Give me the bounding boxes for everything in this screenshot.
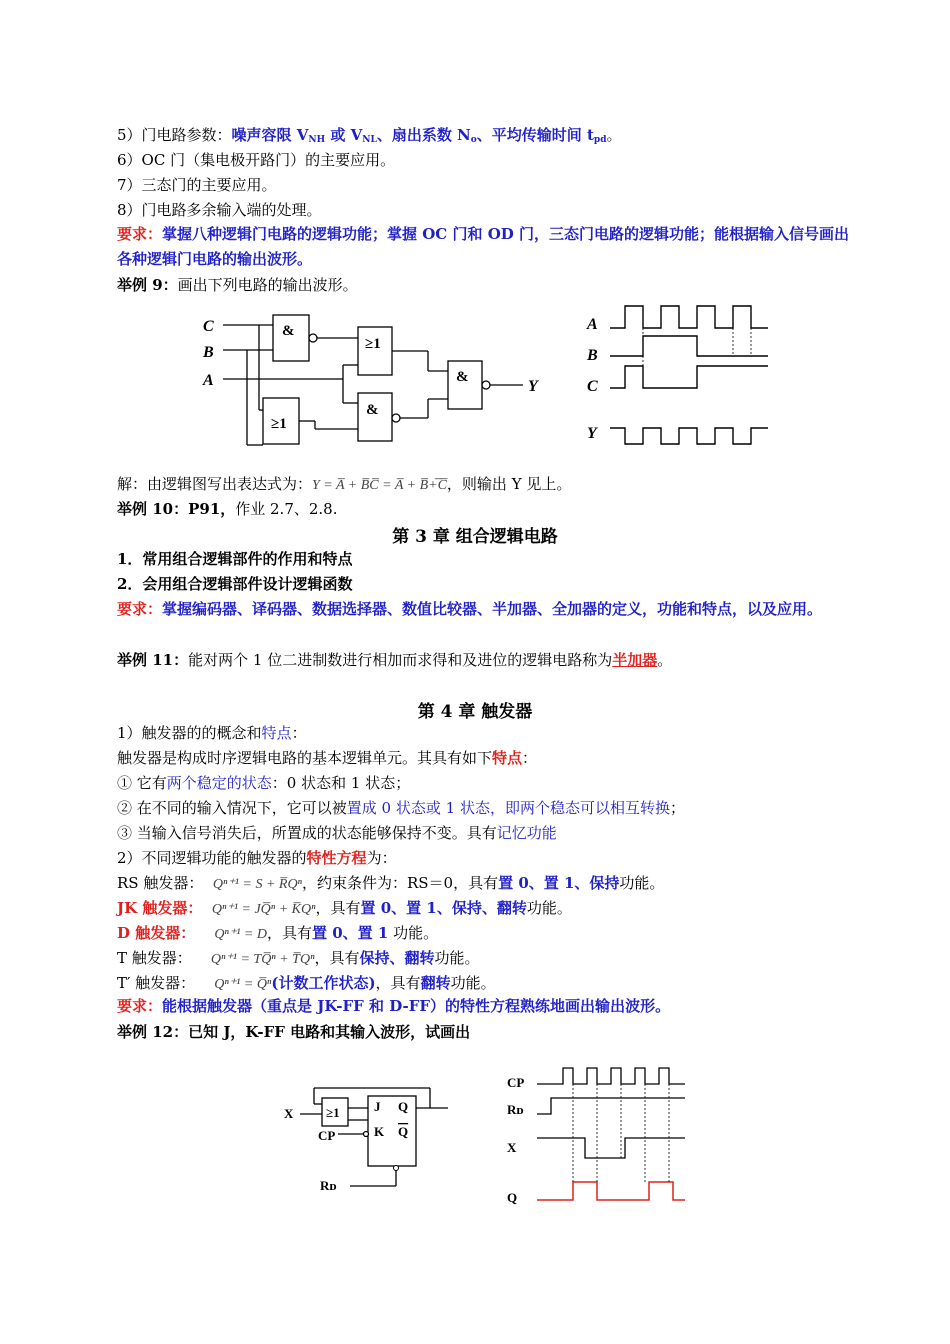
tp-formula: Qⁿ⁺¹ = Q̅ⁿ	[214, 977, 272, 992]
ff-pin-j: J	[374, 1099, 381, 1114]
example-11-end: 。	[657, 651, 673, 669]
solution-suffix: ，则输出 Y 见上。	[446, 475, 572, 493]
ch4-requirement	[117, 996, 670, 1016]
rs-text: ，约束条件为：RS＝0，具有	[301, 874, 499, 892]
solution-formula: Y = A̅ + B̅C̅ = A̅ + B̅+̅C̅	[312, 478, 447, 493]
jk-input-cp: CP	[318, 1128, 336, 1143]
rs-label: RS 触发器：	[117, 874, 204, 892]
ch4-l2-a: 触发器是构成时序逻辑电路的基本逻辑单元。其具有如下	[117, 749, 493, 767]
circuit-input-a: A	[203, 372, 214, 389]
or-text: 或 V	[325, 126, 363, 144]
ch4-line-3	[117, 773, 410, 793]
ch4-l4-a: ② 在不同的输入情况下，它可以被	[117, 799, 347, 817]
wave-label-a: A	[587, 316, 598, 333]
item-8: 8）门电路多余输入端的处理。	[117, 201, 322, 219]
wave-a	[610, 306, 768, 328]
item-5-bold	[232, 126, 607, 144]
solution-prefix: 解：由逻辑图写出表达式为：	[117, 475, 313, 493]
ch4-l4-c: ；	[669, 799, 685, 817]
jk-input-x: X	[284, 1106, 294, 1121]
example-10	[117, 499, 338, 519]
inversion-bubble-3	[482, 381, 490, 389]
logic-circuit-diagram	[195, 305, 555, 455]
ch4-l1-b: 特点	[261, 724, 292, 742]
fanout-sub: o	[470, 135, 477, 145]
chapter-3-point-1: 1．常用组合逻辑部件的作用和特点	[117, 550, 353, 568]
t-prime-ff-line	[117, 973, 496, 995]
ch4-line-6	[117, 848, 397, 868]
wave-y	[610, 428, 768, 444]
ch4-l5-a: ③ 当输入信号消失后，所置成的状态能够保持不变。具有	[117, 824, 497, 842]
rs-ff-line	[117, 873, 664, 895]
example-11-label: 举例 11：	[117, 651, 189, 669]
rs-func: 置 0、置 1、保持	[498, 874, 620, 892]
waveform-diagram-1	[585, 298, 775, 453]
t-label: T 触发器：	[117, 949, 192, 967]
item-5	[117, 125, 622, 150]
example-11	[117, 650, 672, 670]
ch4-l4-b: 置成 0 状态或 1 状态，即两个稳态可以相互转换	[346, 799, 670, 817]
ch3-req-text: 掌握编码器、译码器、数据选择器、数值比较器、半加器、全加器的定义，功能和特点，以及应用。	[162, 600, 823, 618]
item-7: 7）三态门的主要应用。	[117, 176, 277, 194]
example-11-text: 能对两个 1 位二进制数进行相加而求得和及进位的逻辑电路称为	[188, 651, 613, 669]
t-func: 保持、翻转	[359, 949, 435, 967]
ch4-l3-b: 两个稳定的状态	[166, 774, 272, 792]
chapter-3-point-2: 2．会用组合逻辑部件设计逻辑函数	[117, 575, 353, 593]
ch4-l2-c: ：	[522, 749, 538, 767]
example-9-label: 举例 9：	[117, 276, 178, 294]
wave-label-c: C	[587, 378, 598, 395]
t-text: ，具有	[314, 949, 360, 967]
tp-end: 功能。	[450, 974, 496, 992]
vnh-sub: NH	[308, 135, 326, 145]
example-12: 举例 12：已知 J，K-FF 电路和其输入波形，试画出	[117, 1023, 471, 1041]
ch4-line-4	[117, 798, 685, 818]
wave-label-y: Y	[587, 425, 597, 442]
jk-label: JK 触发器：	[117, 899, 203, 917]
ch4-l5-b: 记忆功能	[496, 824, 557, 842]
noise-margin-text: 噪声容限 V	[231, 126, 309, 144]
item-5-end: 。	[606, 126, 622, 144]
d-func: 置 0、置 1	[312, 924, 389, 942]
circuit-input-b: B	[203, 344, 214, 361]
ch4-line-2	[117, 748, 537, 768]
or-gate-2-symbol: ≥1	[271, 416, 287, 432]
example-10-label: 举例 10：P91，	[117, 500, 236, 518]
circuit-input-c: C	[203, 318, 214, 335]
rs-formula: Qⁿ⁺¹ = S + R̅Qⁿ	[212, 877, 302, 892]
tp-func: 翻转	[420, 974, 451, 992]
avg-delay-text: 、平均传输时间 t	[476, 126, 594, 144]
jk-ff-line	[117, 898, 572, 920]
ff-pin-k: K	[374, 1124, 385, 1139]
ch4-l2-b: 特点	[492, 749, 523, 767]
ch4-line-5	[117, 823, 557, 843]
and-gate-1-symbol: &	[282, 323, 295, 339]
example-10-text: 作业 2.7、2.8.	[235, 500, 338, 518]
example-9-text: 画出下列电路的输出波形。	[177, 276, 358, 294]
d-formula: Qⁿ⁺¹ = D	[214, 927, 267, 942]
chapter-3-title: 第 3 章 组合逻辑电路	[392, 527, 558, 547]
ch4-l1-c: ：	[291, 724, 307, 742]
and-gate-2-symbol: &	[366, 402, 379, 418]
ch4-l6-a: 2）不同逻辑功能的触发器的	[117, 849, 307, 867]
ff-pin-qbar: Q	[398, 1124, 409, 1139]
ch4-req-label: 要求：	[117, 997, 163, 1015]
wave-c	[610, 366, 768, 388]
item-5-prefix: 5）门电路参数：	[117, 126, 232, 144]
tp-label: T′ 触发器：	[117, 974, 196, 992]
chapter-4-title: 第 4 章 触发器	[417, 702, 533, 722]
ff-pin-q: Q	[398, 1099, 409, 1114]
wave2-label-rd: Rᴅ	[507, 1102, 524, 1117]
d-label: D 触发器：	[117, 924, 196, 942]
wave2-cp	[537, 1068, 685, 1084]
or-gate-1-symbol: ≥1	[365, 336, 381, 352]
ch4-l1-a: 1）触发器的的概念和	[117, 724, 262, 742]
jk-input-rd: Rᴅ	[320, 1178, 337, 1193]
ch4-l3-a: ① 它有	[117, 774, 167, 792]
requirement-text: 掌握八种逻辑门电路的逻辑功能；掌握 OC 门和 OD 门，三态门电路的逻辑功能；能根据输入信号画出各种逻辑门电路的输出波形。	[117, 225, 849, 268]
wave-b	[610, 336, 768, 356]
wave2-q	[537, 1182, 685, 1200]
waveform-diagram-2	[505, 1062, 695, 1212]
inversion-bubble-2	[392, 414, 400, 422]
d-ff-line	[117, 923, 438, 945]
ch4-l6-c: 为：	[366, 849, 397, 867]
jk-end: 功能。	[526, 899, 572, 917]
fanout-text: 、扇出系数 N	[376, 126, 471, 144]
wave2-label-q: Q	[507, 1190, 518, 1205]
t-ff-line	[117, 948, 480, 970]
ch4-l6-b: 特性方程	[306, 849, 367, 867]
requirement-label: 要求：	[117, 225, 163, 243]
tp-paren: (计数工作状态)	[271, 974, 376, 992]
wave2-label-x: X	[507, 1140, 517, 1155]
inversion-bubble-1	[309, 334, 317, 342]
chapter-3-requirement	[117, 597, 862, 622]
d-end: 功能。	[388, 924, 439, 942]
d-text: ，具有	[266, 924, 312, 942]
rs-end: 功能。	[619, 874, 665, 892]
jk-formula: Qⁿ⁺¹ = JQ̅ⁿ + K̅Qⁿ	[211, 902, 316, 917]
wave2-x	[537, 1138, 685, 1158]
ch4-req-text: 能根据触发器（重点是 JK-FF 和 D-FF）的特性方程熟练地画出输出波形。	[162, 997, 671, 1015]
wave2-rd	[537, 1098, 685, 1114]
jk-func: 置 0、置 1、保持、翻转	[360, 899, 527, 917]
jk-flipflop-circuit	[280, 1080, 460, 1205]
and-gate-3-symbol: &	[456, 369, 469, 385]
wave2-label-cp: CP	[507, 1075, 525, 1090]
solution	[117, 474, 571, 496]
wave-label-b: B	[587, 347, 598, 364]
requirement-1	[117, 222, 862, 272]
ch3-req-label: 要求：	[117, 600, 163, 618]
tp-text: ，具有	[375, 974, 421, 992]
circuit-output-y: Y	[528, 378, 538, 395]
example-11-answer: 半加器	[612, 651, 658, 669]
jk-text: ，具有	[315, 899, 361, 917]
ch4-line-1	[117, 723, 307, 743]
tpd-sub: pd	[593, 135, 607, 145]
vnl-sub: NL	[362, 135, 377, 145]
t-formula: Qⁿ⁺¹ = TQ̅ⁿ + T̅Qⁿ	[210, 952, 315, 967]
example-9	[117, 275, 358, 295]
item-6: 6）OC 门（集电极开路门）的主要应用。	[117, 151, 396, 169]
or-gate-label: ≥1	[326, 1105, 340, 1120]
t-end: 功能。	[434, 949, 480, 967]
ch4-l3-c: ：0 状态和 1 状态；	[271, 774, 411, 792]
